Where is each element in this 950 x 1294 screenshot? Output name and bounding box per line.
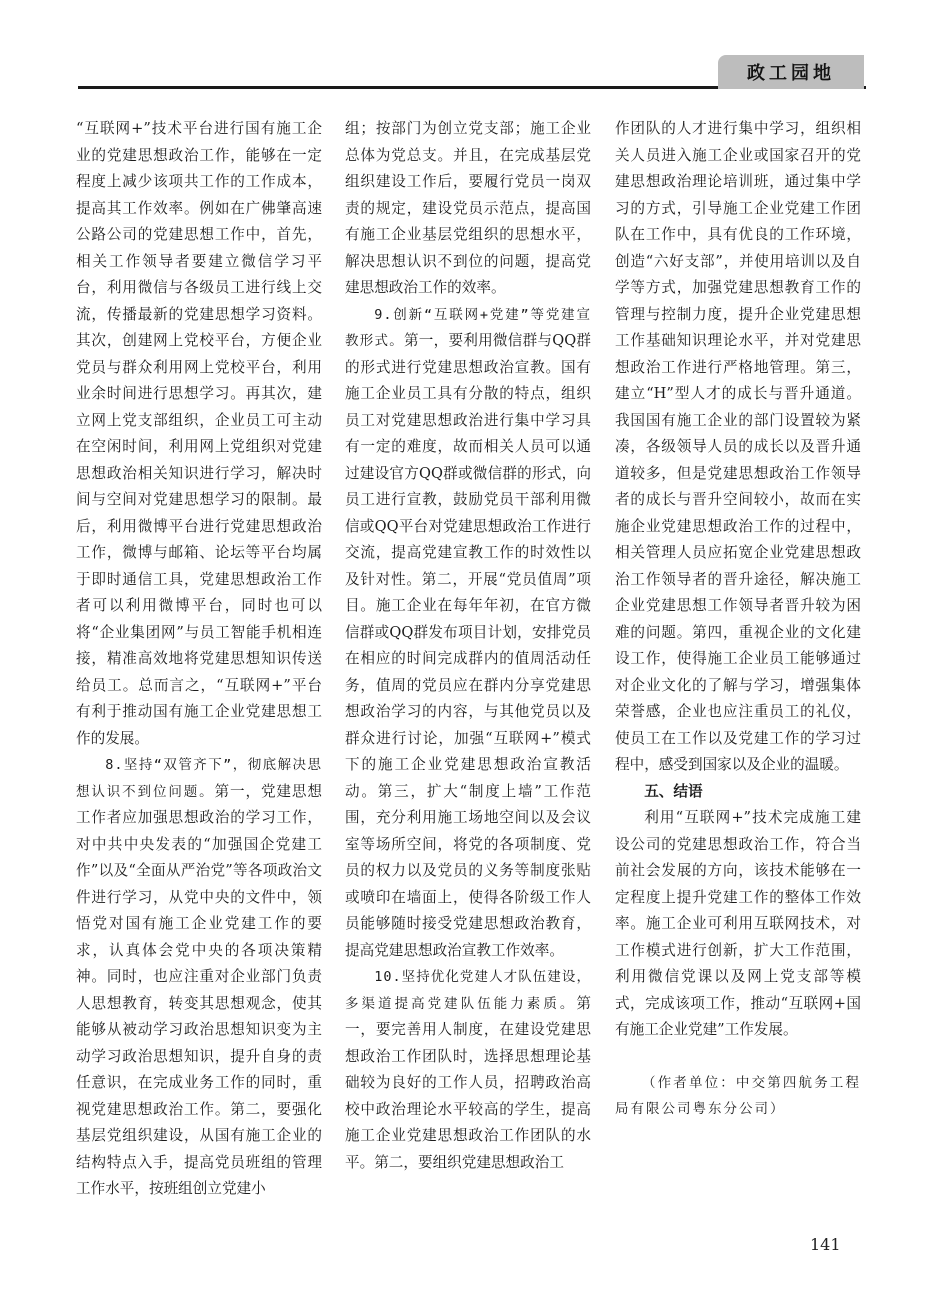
section-title-tab: 政工园地 — [718, 55, 864, 89]
paragraph-lead: 9.创新“互联网+党建”等党建宣教形式。 — [345, 306, 591, 349]
paragraph-lead: 8.坚持“双管齐下”，彻底解决思想认识不到位问题。 — [76, 757, 322, 800]
section-heading: 五、结语 — [644, 782, 703, 800]
paragraph-body: 第一，要完善用人制度，在建设党建思想政治工作团队时，选择思想理论基础较为良好的工作人员，招聘政治高校中政治理论水平较高的学生，提高施工企业党建思想政治工作团队的水平。第二，要组织党建思想政治工 — [345, 994, 591, 1171]
text-column-3 — [615, 116, 861, 1123]
text-column-1 — [76, 116, 322, 1203]
numbered-paragraph-10 — [345, 964, 591, 1176]
numbered-paragraph-9 — [345, 302, 591, 965]
page-number: 141 — [810, 1235, 841, 1254]
paragraph-body: 第一，党建思想工作者应加强思想政治的学习工作，对中共中央发表的“加强国企党建工作”以及“全面从严治党”等各项政治文件进行学习，从党中央的文件中，领悟党对国有施工企业党建工作的要求，认真体会党中央的各项决策精神。同时，也应注重对企业部门负责人思想教育，转变其思想观念，使其能够从被动学习政治思想知识变为主动学习政治思想知识，提升自身的责任意识，在完成业务工作的同时，重视党建思想政治工作。第二，要强化基层党组织建设，从国有施工企业的结构特点入手，提高党员班组的管理工作水平，按班组创立党建小 — [76, 782, 322, 1197]
paragraph: 作团队的人才进行集中学习，组织相关人员进入施工企业或国家召开的党建思想政治理论培训班，通过集中学习的方式，引导施工企业党建工作团队在工作中，具有优良的工作环境，创造“六好支部”，并使用培训以及自学等方式，加强党建思想教育工作的管理与控制力度，提升企业党建思想工作基础知识理论水平，并对党建思想政治工作进行严格地管理。第三，建立“H”型人才的成长与晋升通道。我国国有施工企业的部门设置较为紧凑，各级领导人员的成长以及晋升通道较多，但是党建思想政治工作领导者的成长与晋升空间较小，故而在实施企业党建思想政治工作的过程中，相关管理人员应拓宽企业党建思想政治工作领导者的晋升途径，解决施工企业党建思想工作领导者晋升较为困难的问题。第四，重视企业的文化建设工作，使得施工企业员工能够通过对企业文化的了解与学习，增强集体荣誉感，企业也应注重员工的礼仪，使员工在工作以及党建工作的学习过程中，感受到国家以及企业的温暖。 — [615, 120, 861, 773]
numbered-paragraph-8 — [76, 752, 322, 1203]
text-column-2 — [345, 116, 591, 1176]
paragraph: 组；按部门为创立党支部；施工企业总体为党总支。并且，在完成基层党组织建设工作后，要履行党员一岗双责的规定，建设党员示范点，提高国有施工企业基层党组织的思想水平，解决思想认识不到位的问题，提高党建思想政治工作的效率。 — [345, 120, 591, 296]
paragraph: “互联网+”技术平台进行国有施工企业的党建思想政治工作，能够在一定程度上减少该项共工作的工作成本，提高其工作效率。例如在广佛肇高速公路公司的党建思想工作中，首先，相关工作领导者要建立微信学习平台，利用微信与各级员工进行线上交流，传播最新的党建思想学习资料。其次，创建网上党校平台，方便企业党员与群众利用网上党校平台，利用业余时间进行思想学习。再其次，建立网上党支部组织，企业员工可主动在空闲时间，利用网上党组织对党建思想政治相关知识进行学习，解决时间与空间对党建思想学习的限制。最后，利用微博平台进行党建思想政治工作，微博与邮箱、论坛等平台均属于即时通信工具，党建思想政治工作者可以利用微博平台，同时也可以将“企业集团网”与员工智能手机相连接，精准高效地将党建思想知识传送给员工。总而言之，“互联网+”平台有利于推动国有施工企业党建思想工作的发展。 — [76, 120, 322, 747]
paragraph-body: 第一，要利用微信群与QQ群的形式进行党建思想政治宣教。国有施工企业员工具有分散的特点，组织员工对党建思想政治进行集中学习具有一定的难度，故而相关人员可以通过建设官方QQ群或微信群的形式，向员工进行宣教，鼓励党员干部利用微信或QQ平台对党建思想政治工作进行交流，提高党建宣教工作的时效性以及针对性。第二，开展“党员值周”项目。施工企业在每年年初，在官方微信群或QQ群发布项目计划，安排党员在相应的时间完成群内的值周活动任务，值周的党员应在群内分享党建思想政治学习的内容，与其他党员以及群众进行讨论，加强“互联网+”模式下的施工企业党建思想政治宣教活动。第三，扩大“制度上墙”工作范围，充分利用施工场地空间以及会议室等场所空间，将党的各项制度、党员的权力以及党员的义务等制度张贴或喷印在墙面上，使得各阶级工作人员能够随时接受党建思想政治教育，提高党建思想政治宣教工作效率。 — [345, 332, 592, 959]
paragraph-lead: 10.坚持优化党建人才队伍建设，多渠道提高党建队伍能力素质。 — [345, 969, 591, 1012]
author-affiliation: （作者单位：中交第四航务工程局有限公司粤东分公司） — [615, 1074, 861, 1117]
conclusion-paragraph: 利用“互联网+”技术完成施工建设公司的党建思想政治工作，符合当前社会发展的方向，该技术能够在一定程度上提升党建工作的整体工作效率。施工企业可利用互联网技术，对工作模式进行创新，扩大工作范围，利用微信党课以及网上党支部等模式，完成该项工作，推动“互联网+国有施工企业党建”工作发展。 — [615, 809, 861, 1038]
